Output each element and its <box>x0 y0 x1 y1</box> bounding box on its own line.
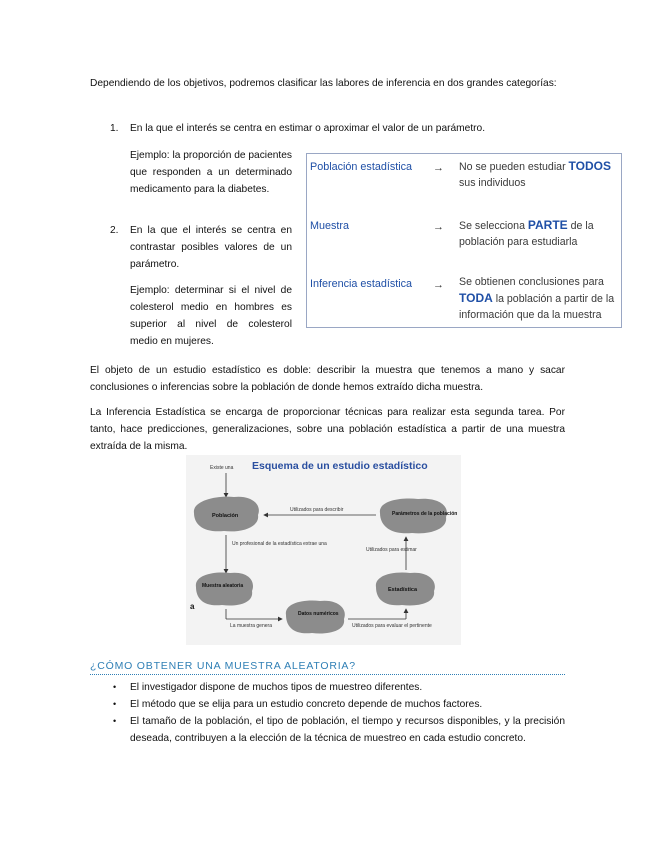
bullet-3-text: El tamaño de la población, el tipo de población, el tiempo y recursos disponibles, y la precisión deseada, contribuyen a la elección de la técnica de muestreo en cada estudio concreto. <box>130 716 565 744</box>
list-item-1-text: En la que el interés se centra en estimar o aproximar el valor de un parámetro. <box>130 123 486 134</box>
bullet-2-text: El método que se elija para un estudio concreto depende de muchos factores. <box>130 699 483 710</box>
existe-label: Existe una <box>210 465 234 471</box>
example-1: Ejemplo: la proporción de pacientes que responden a un determinado medicamento para la diabetes. <box>130 150 292 195</box>
term-inferencia: Inferencia estadística <box>310 278 413 290</box>
desc-muestra: Se selecciona PARTE de la población para estudiarla <box>459 218 594 248</box>
paragraph-objeto: El objeto de un estudio estadístico es doble: describir la muestra que tenemos a mano y sacar conclusiones o inferencias sobre la población de donde hemos extraído dicha muestra. <box>90 365 565 393</box>
diagram-title: Esquema de un estudio estadístico <box>252 460 428 472</box>
arrow-1: → <box>433 162 444 174</box>
term-poblacion: Población estadística <box>310 161 413 173</box>
desc-inferencia: Se obtienen conclusiones para TODA la población a partir de la información que da la muestra <box>459 276 615 321</box>
section-heading: ¿CÓMO OBTENER UNA MUESTRA ALEATORIA? <box>90 660 565 675</box>
bullet-2-marker: • <box>113 699 117 709</box>
evaluar-label: Utilizados para evaluar el pertinente <box>352 623 432 629</box>
paragraph-inferencia: La Inferencia Estadística se encarga de proporcionar técnicas para realizar esta segunda tarea. Por tanto, hace predicciones, generalizaciones, sobre una población estadística a partir de una muestra extraída de la misma. <box>90 407 565 452</box>
datos-label: Datos numéricos <box>298 611 339 617</box>
arrow-2: → <box>433 221 444 233</box>
muestra-label: Muestra aleatoria <box>202 583 244 589</box>
bullet-1-text: El investigador dispone de muchos tipos de muestreo diferentes. <box>130 682 423 693</box>
list-number-1: 1. <box>110 123 119 134</box>
concept-box <box>306 153 622 328</box>
study-scheme-diagram <box>186 455 461 645</box>
desc-poblacion: No se pueden estudiar TODOS sus individuos <box>459 159 611 189</box>
intro-paragraph: Dependiendo de los objetivos, podremos clasificar las labores de inferencia en dos grandes categorías: <box>90 78 557 89</box>
arrow-3: → <box>433 279 444 291</box>
estadistica-label: Estadística <box>388 587 418 593</box>
diagram-letter: a <box>190 602 195 611</box>
parametros-label: Parámetros de la población <box>392 511 458 517</box>
datos-blob <box>286 601 345 634</box>
list-item-2-text: En la que el interés se centra en contrastar posibles valores de un parámetro. <box>130 225 292 270</box>
list-number-2: 2. <box>110 225 119 236</box>
example-2: Ejemplo: determinar si el nivel de colesterol medio en hombres es superior al nivel de colesterol medio en mujeres. <box>130 285 292 347</box>
term-muestra: Muestra <box>310 220 350 232</box>
bullet-3-marker: • <box>113 716 117 726</box>
bullet-1-marker: • <box>113 682 117 692</box>
estimar-label: Utilizados para estimar <box>366 547 417 553</box>
muestra-blob <box>196 573 253 606</box>
describir-label: Utilizados para describir <box>290 507 344 513</box>
genera-label: La muestra genera <box>230 623 272 629</box>
profesional-label: Un profesional de la estadística extrae una <box>232 541 327 547</box>
poblacion-label: Población <box>212 513 239 519</box>
